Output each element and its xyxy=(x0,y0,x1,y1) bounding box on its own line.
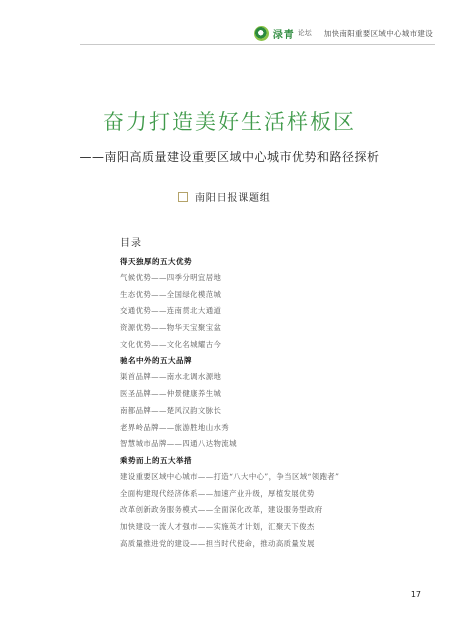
forum-logo-subtext: 论坛 xyxy=(297,29,312,37)
header-title: 加快南阳重要区域中心城市建设 xyxy=(323,28,433,38)
toc-item: 智慧城市品牌——四通八达物流城 xyxy=(120,439,237,449)
toc-item: 医圣品牌——仲景健康养生城 xyxy=(120,389,222,399)
author-box-icon xyxy=(178,192,188,202)
forum-logo-text: 渌青 xyxy=(272,29,295,41)
toc-item: 渠首品牌——南水北调水源地 xyxy=(120,372,222,382)
toc-item: 全面构建现代经济体系——加速产业升级，厚植发展优势 xyxy=(120,488,315,498)
toc-item: 生态优势——全国绿化模范城 xyxy=(120,289,222,299)
toc-item: 南都品牌——楚风汉韵文脉长 xyxy=(120,405,222,415)
toc-item: 改革创新政务服务模式——全面深化改革，建设服务型政府 xyxy=(120,505,323,515)
toc-item: 资源优势——物华天宝聚宝盆 xyxy=(120,323,222,333)
toc-item: 高质量推进党的建设——担当时代使命，推动高质量发展 xyxy=(120,538,315,548)
toc-item: 加快建设一流人才强市——实施英才计划，汇聚天下俊杰 xyxy=(120,521,315,531)
page-number: 17 xyxy=(410,590,421,599)
toc-item: 交通优势——连南贯北大通道 xyxy=(120,306,222,316)
article-title: 奋力打造美好生活样板区 xyxy=(103,110,356,134)
author-line xyxy=(178,189,271,204)
author-name: 南阳日报课题组 xyxy=(195,193,271,204)
forum-logo-icon xyxy=(254,26,269,41)
table-of-contents xyxy=(120,256,420,554)
toc-item: 建设重要区域中心城市——打造“八大中心”，争当区域“领跑者” xyxy=(120,471,340,481)
toc-item: 老界岭品牌——旅游胜地山水秀 xyxy=(120,422,230,432)
toc-item: 气候优势——四季分明宜居地 xyxy=(120,273,222,282)
toc-section-title: 乘势而上的五大举措 xyxy=(120,455,192,465)
header-divider xyxy=(80,44,435,45)
toc-section-title: 驰名中外的五大品牌 xyxy=(120,356,192,366)
toc-heading: 目录 xyxy=(120,238,142,249)
toc-item: 文化优势——文化名城耀古今 xyxy=(120,339,222,349)
article-subtitle: ——南阳高质量建设重要区域中心城市优势和路径探析 xyxy=(79,150,380,164)
toc-section-title: 得天独厚的五大优势 xyxy=(120,257,192,266)
page-header xyxy=(254,24,433,42)
